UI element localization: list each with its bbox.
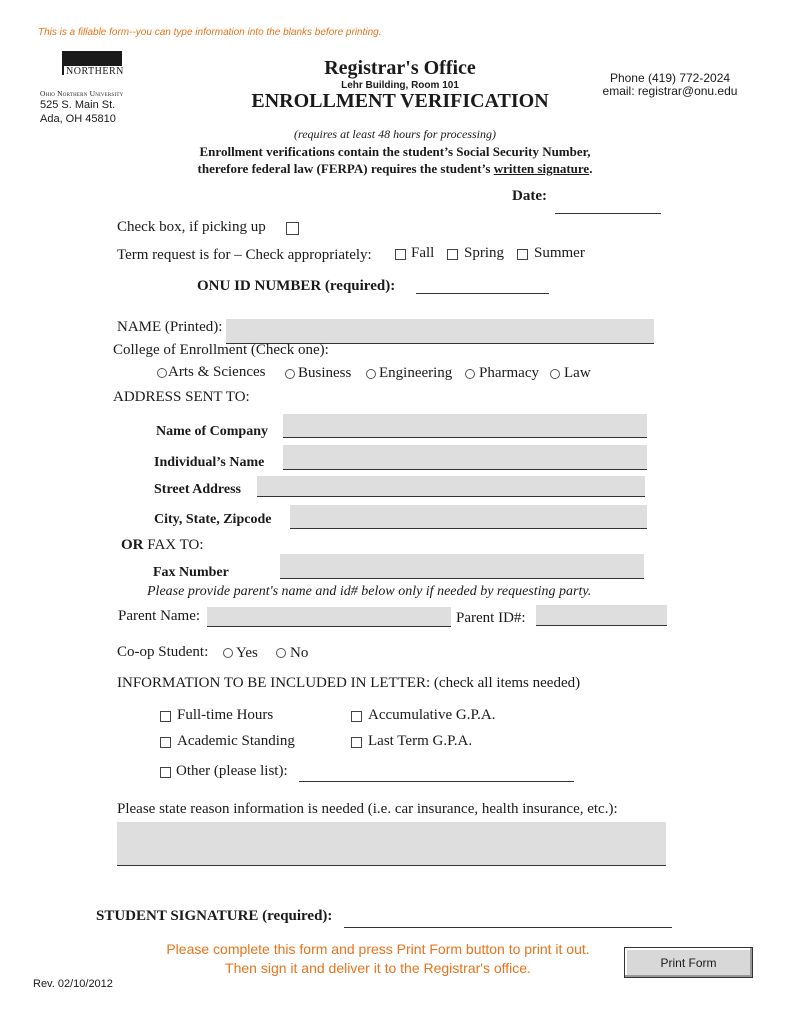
building-info: Lehr Building, Room 101 <box>341 80 459 91</box>
city-input[interactable] <box>290 505 647 529</box>
processing-note: (requires at least 48 hours for processing) <box>294 127 496 141</box>
form-title: ENROLLMENT VERIFICATION <box>251 90 549 112</box>
info-label: INFORMATION TO BE INCLUDED IN LETTER: (check all items needed) <box>117 675 581 691</box>
pickup-label: Check box, if picking up <box>117 219 266 235</box>
name-input[interactable] <box>226 319 654 344</box>
individual-label: Individual’s Name <box>154 455 265 470</box>
parent-name-input[interactable] <box>207 607 451 627</box>
college-law-label: Law <box>564 365 591 381</box>
footer-note-line-1: Please complete this form and press Print Form button to print it out. <box>166 941 590 957</box>
name-label: NAME (Printed): <box>117 319 223 335</box>
or-label: OR <box>121 537 144 553</box>
fax-to-label: FAX TO: <box>147 537 204 553</box>
accumulative-gpa-label: Accumulative G.P.A. <box>368 707 496 723</box>
coop-yes-radio[interactable] <box>223 648 233 658</box>
fax-number-label: Fax Number <box>153 565 229 580</box>
parent-id-label: Parent ID#: <box>456 610 526 626</box>
email: email: registrar@onu.edu <box>602 84 738 98</box>
reason-label: Please state reason information is needed (i.e. car insurance, health insurance, etc.): <box>117 801 618 817</box>
parent-note: Please provide parent's name and id# below only if needed by requesting party. <box>147 584 592 599</box>
individual-input[interactable] <box>283 445 647 470</box>
accumulative-gpa-checkbox[interactable] <box>351 711 362 722</box>
last-term-gpa-label: Last Term G.P.A. <box>368 733 473 749</box>
coop-yes-label: Yes <box>236 645 258 661</box>
college-business-label: Business <box>298 365 352 381</box>
term-summer-checkbox[interactable] <box>517 249 528 260</box>
college-pharmacy-radio[interactable] <box>465 369 475 379</box>
print-form-button[interactable]: Print Form <box>624 947 753 978</box>
term-fall-checkbox[interactable] <box>395 249 406 260</box>
date-label: Date: <box>512 188 547 204</box>
company-label: Name of Company <box>156 424 268 439</box>
footer-note-line-2: Then sign it and deliver it to the Registrar's office. <box>225 960 531 976</box>
ferpa-line-1: Enrollment verifications contain the student’s Social Security Number, <box>199 144 591 159</box>
ferpa-text: therefore federal law (FERPA) requires the student’s <box>197 161 494 176</box>
academic-standing-checkbox[interactable] <box>160 737 171 748</box>
academic-standing-label: Academic Standing <box>177 733 295 749</box>
city-label: City, State, Zipcode <box>154 512 272 527</box>
logo-university-name: Ohio Northern University <box>40 89 124 98</box>
college-arts-label: Arts & Sciences <box>168 364 266 380</box>
term-fall-label: Fall <box>411 245 435 261</box>
college-business-radio[interactable] <box>285 369 295 379</box>
pickup-checkbox[interactable] <box>286 222 299 235</box>
office-title: Registrar's Office <box>324 57 476 79</box>
coop-no-label: No <box>290 645 309 661</box>
address-line-2: Ada, OH 45810 <box>40 113 116 125</box>
reason-input[interactable] <box>117 822 666 866</box>
term-summer-label: Summer <box>534 245 585 261</box>
college-law-radio[interactable] <box>550 369 560 379</box>
signature-line[interactable] <box>344 914 672 928</box>
fax-number-input[interactable] <box>280 554 644 579</box>
fax-to-row <box>121 537 204 554</box>
college-engineering-label: Engineering <box>379 365 453 381</box>
fulltime-hours-checkbox[interactable] <box>160 711 171 722</box>
company-input[interactable] <box>283 414 647 438</box>
coop-label: Co-op Student: <box>117 644 209 660</box>
last-term-gpa-checkbox[interactable] <box>351 737 362 748</box>
coop-no-radio[interactable] <box>276 648 286 658</box>
other-input[interactable] <box>299 768 574 782</box>
other-label: Other (please list): <box>176 763 288 779</box>
phone: Phone (419) 772-2024 <box>609 71 731 85</box>
onu-id-input[interactable] <box>416 280 549 294</box>
parent-name-label: Parent Name: <box>118 608 201 624</box>
address-line-1: 525 S. Main St. <box>40 99 116 111</box>
street-label: Street Address <box>154 482 241 497</box>
logo-wordmark: NORTHERN <box>66 66 124 77</box>
written-signature-text: written signature <box>493 161 590 176</box>
other-checkbox[interactable] <box>160 767 171 778</box>
onu-id-label: ONU ID NUMBER (required): <box>197 278 396 294</box>
college-pharmacy-label: Pharmacy <box>479 365 539 381</box>
fillable-note: This is a fillable form--you can type information into the blanks before printing. <box>38 27 382 38</box>
signature-label: STUDENT SIGNATURE (required): <box>96 908 333 924</box>
term-spring-checkbox[interactable] <box>447 249 458 260</box>
college-engineering-radio[interactable] <box>366 369 376 379</box>
street-input[interactable] <box>257 476 645 497</box>
term-label: Term request is for – Check appropriately: <box>117 247 372 263</box>
term-spring-label: Spring <box>464 245 505 261</box>
date-input[interactable] <box>555 200 661 214</box>
fulltime-hours-label: Full-time Hours <box>177 707 274 723</box>
college-label: College of Enrollment (Check one): <box>113 342 329 358</box>
ferpa-period: . <box>589 161 593 176</box>
college-arts-radio[interactable] <box>157 368 167 378</box>
parent-id-input[interactable] <box>536 605 667 626</box>
ferpa-line-2 <box>150 161 640 177</box>
revision-date: Rev. 02/10/2012 <box>33 978 113 990</box>
university-logo <box>40 51 144 101</box>
address-sent-label: ADDRESS SENT TO: <box>113 389 250 405</box>
